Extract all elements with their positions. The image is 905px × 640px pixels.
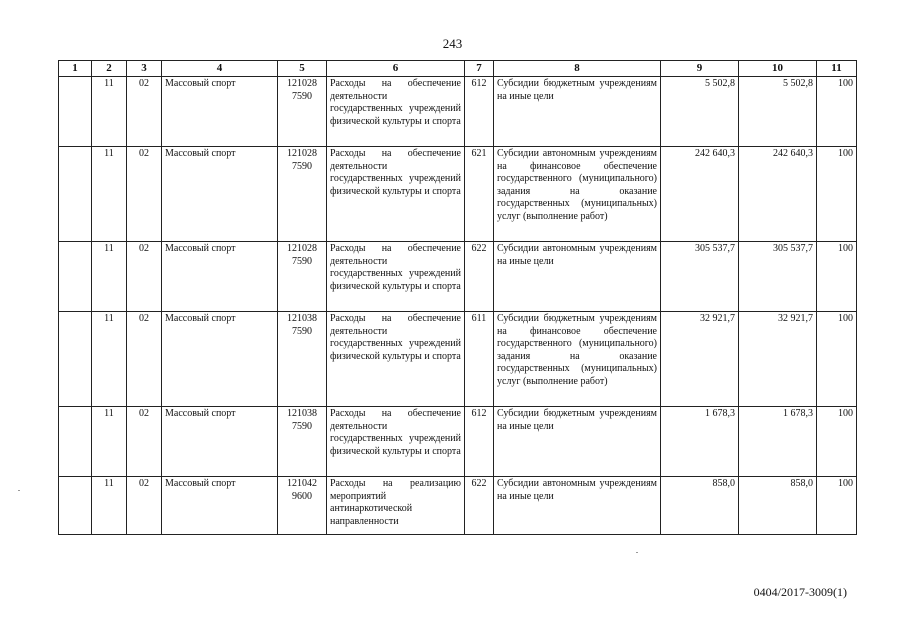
cell-type-desc: Субсидии автономным учреждениям на иные цели bbox=[494, 477, 661, 535]
cell-amount-plan: 32 921,7 bbox=[661, 312, 739, 407]
cell-percent: 100 bbox=[817, 242, 857, 312]
cell-section: 11 bbox=[92, 242, 127, 312]
cell-col1 bbox=[59, 147, 92, 242]
cell-type-desc: Субсидии бюджетным учреждениям на финансовое обеспечение государственного (муниципального) задания на оказание государственных (муниципальных) услуг (выполнение работ) bbox=[494, 312, 661, 407]
cell-amount-actual: 1 678,3 bbox=[739, 407, 817, 477]
cell-name: Массовый спорт bbox=[162, 77, 278, 147]
cell-col1 bbox=[59, 242, 92, 312]
cell-subsection: 02 bbox=[127, 77, 162, 147]
col-header-4: 4 bbox=[162, 61, 278, 77]
col-header-9: 9 bbox=[661, 61, 739, 77]
cell-target-code: 121028 7590 bbox=[278, 242, 327, 312]
cell-name: Массовый спорт bbox=[162, 242, 278, 312]
cell-section: 11 bbox=[92, 407, 127, 477]
cell-type-desc: Субсидии автономным учреждениям на иные цели bbox=[494, 242, 661, 312]
table-row bbox=[59, 477, 857, 535]
col-header-10: 10 bbox=[739, 61, 817, 77]
header-row bbox=[59, 61, 857, 77]
cell-subsection: 02 bbox=[127, 407, 162, 477]
cell-section: 11 bbox=[92, 77, 127, 147]
table-row bbox=[59, 312, 857, 407]
cell-type-code: 622 bbox=[465, 242, 494, 312]
cell-type-desc: Субсидии бюджетным учреждениям на иные цели bbox=[494, 407, 661, 477]
col-header-3: 3 bbox=[127, 61, 162, 77]
cell-type-code: 611 bbox=[465, 312, 494, 407]
col-header-1: 1 bbox=[59, 61, 92, 77]
cell-type-desc: Субсидии бюджетным учреждениям на иные цели bbox=[494, 77, 661, 147]
cell-percent: 100 bbox=[817, 77, 857, 147]
cell-col1 bbox=[59, 407, 92, 477]
cell-name: Массовый спорт bbox=[162, 147, 278, 242]
form-code: 0404/2017-3009(1) bbox=[753, 585, 847, 599]
col-header-5: 5 bbox=[278, 61, 327, 77]
cell-expense-desc: Расходы на обеспечение деятельности государственных учреждений физической культуры и спорта bbox=[327, 242, 465, 312]
col-header-8: 8 bbox=[494, 61, 661, 77]
cell-amount-plan: 305 537,7 bbox=[661, 242, 739, 312]
scan-speck bbox=[636, 552, 638, 553]
cell-col1 bbox=[59, 77, 92, 147]
cell-amount-actual: 5 502,8 bbox=[739, 77, 817, 147]
cell-percent: 100 bbox=[817, 312, 857, 407]
cell-target-code: 121028 7590 bbox=[278, 77, 327, 147]
cell-amount-actual: 858,0 bbox=[739, 477, 817, 535]
table-row bbox=[59, 77, 857, 147]
cell-section: 11 bbox=[92, 477, 127, 535]
cell-col1 bbox=[59, 312, 92, 407]
table-row bbox=[59, 242, 857, 312]
cell-amount-actual: 32 921,7 bbox=[739, 312, 817, 407]
cell-type-code: 612 bbox=[465, 77, 494, 147]
cell-target-code: 121038 7590 bbox=[278, 407, 327, 477]
cell-name: Массовый спорт bbox=[162, 477, 278, 535]
cell-expense-desc: Расходы на обеспечение деятельности государственных учреждений физической культуры и спорта bbox=[327, 147, 465, 242]
cell-type-code: 622 bbox=[465, 477, 494, 535]
cell-amount-plan: 5 502,8 bbox=[661, 77, 739, 147]
col-header-2: 2 bbox=[92, 61, 127, 77]
cell-percent: 100 bbox=[817, 477, 857, 535]
scan-speck bbox=[18, 490, 20, 491]
cell-subsection: 02 bbox=[127, 147, 162, 242]
cell-section: 11 bbox=[92, 147, 127, 242]
cell-section: 11 bbox=[92, 312, 127, 407]
col-header-6: 6 bbox=[327, 61, 465, 77]
page-number: 243 bbox=[442, 36, 463, 51]
cell-subsection: 02 bbox=[127, 477, 162, 535]
table-row bbox=[59, 147, 857, 242]
cell-col1 bbox=[59, 477, 92, 535]
cell-amount-actual: 305 537,7 bbox=[739, 242, 817, 312]
cell-amount-plan: 242 640,3 bbox=[661, 147, 739, 242]
budget-table bbox=[58, 60, 857, 535]
cell-target-code: 121028 7590 bbox=[278, 147, 327, 242]
cell-name: Массовый спорт bbox=[162, 407, 278, 477]
cell-expense-desc: Расходы на обеспечение деятельности государственных учреждений физической культуры и спорта bbox=[327, 312, 465, 407]
cell-target-code: 121042 9600 bbox=[278, 477, 327, 535]
cell-expense-desc: Расходы на обеспечение деятельности государственных учреждений физической культуры и спорта bbox=[327, 407, 465, 477]
cell-name: Массовый спорт bbox=[162, 312, 278, 407]
col-header-11: 11 bbox=[817, 61, 857, 77]
table-row bbox=[59, 407, 857, 477]
cell-type-code: 612 bbox=[465, 407, 494, 477]
cell-expense-desc: Расходы на обеспечение деятельности государственных учреждений физической культуры и спорта bbox=[327, 77, 465, 147]
cell-percent: 100 bbox=[817, 407, 857, 477]
cell-subsection: 02 bbox=[127, 312, 162, 407]
cell-target-code: 121038 7590 bbox=[278, 312, 327, 407]
cell-amount-plan: 1 678,3 bbox=[661, 407, 739, 477]
cell-amount-actual: 242 640,3 bbox=[739, 147, 817, 242]
cell-type-code: 621 bbox=[465, 147, 494, 242]
col-header-7: 7 bbox=[465, 61, 494, 77]
cell-amount-plan: 858,0 bbox=[661, 477, 739, 535]
cell-type-desc: Субсидии автономным учреждениям на финансовое обеспечение государственного (муниципального) задания на оказание государственных (муниципальных) услуг (выполнение работ) bbox=[494, 147, 661, 242]
cell-expense-desc: Расходы на реализацию мероприятий антинаркотической направленности bbox=[327, 477, 465, 535]
cell-subsection: 02 bbox=[127, 242, 162, 312]
cell-percent: 100 bbox=[817, 147, 857, 242]
